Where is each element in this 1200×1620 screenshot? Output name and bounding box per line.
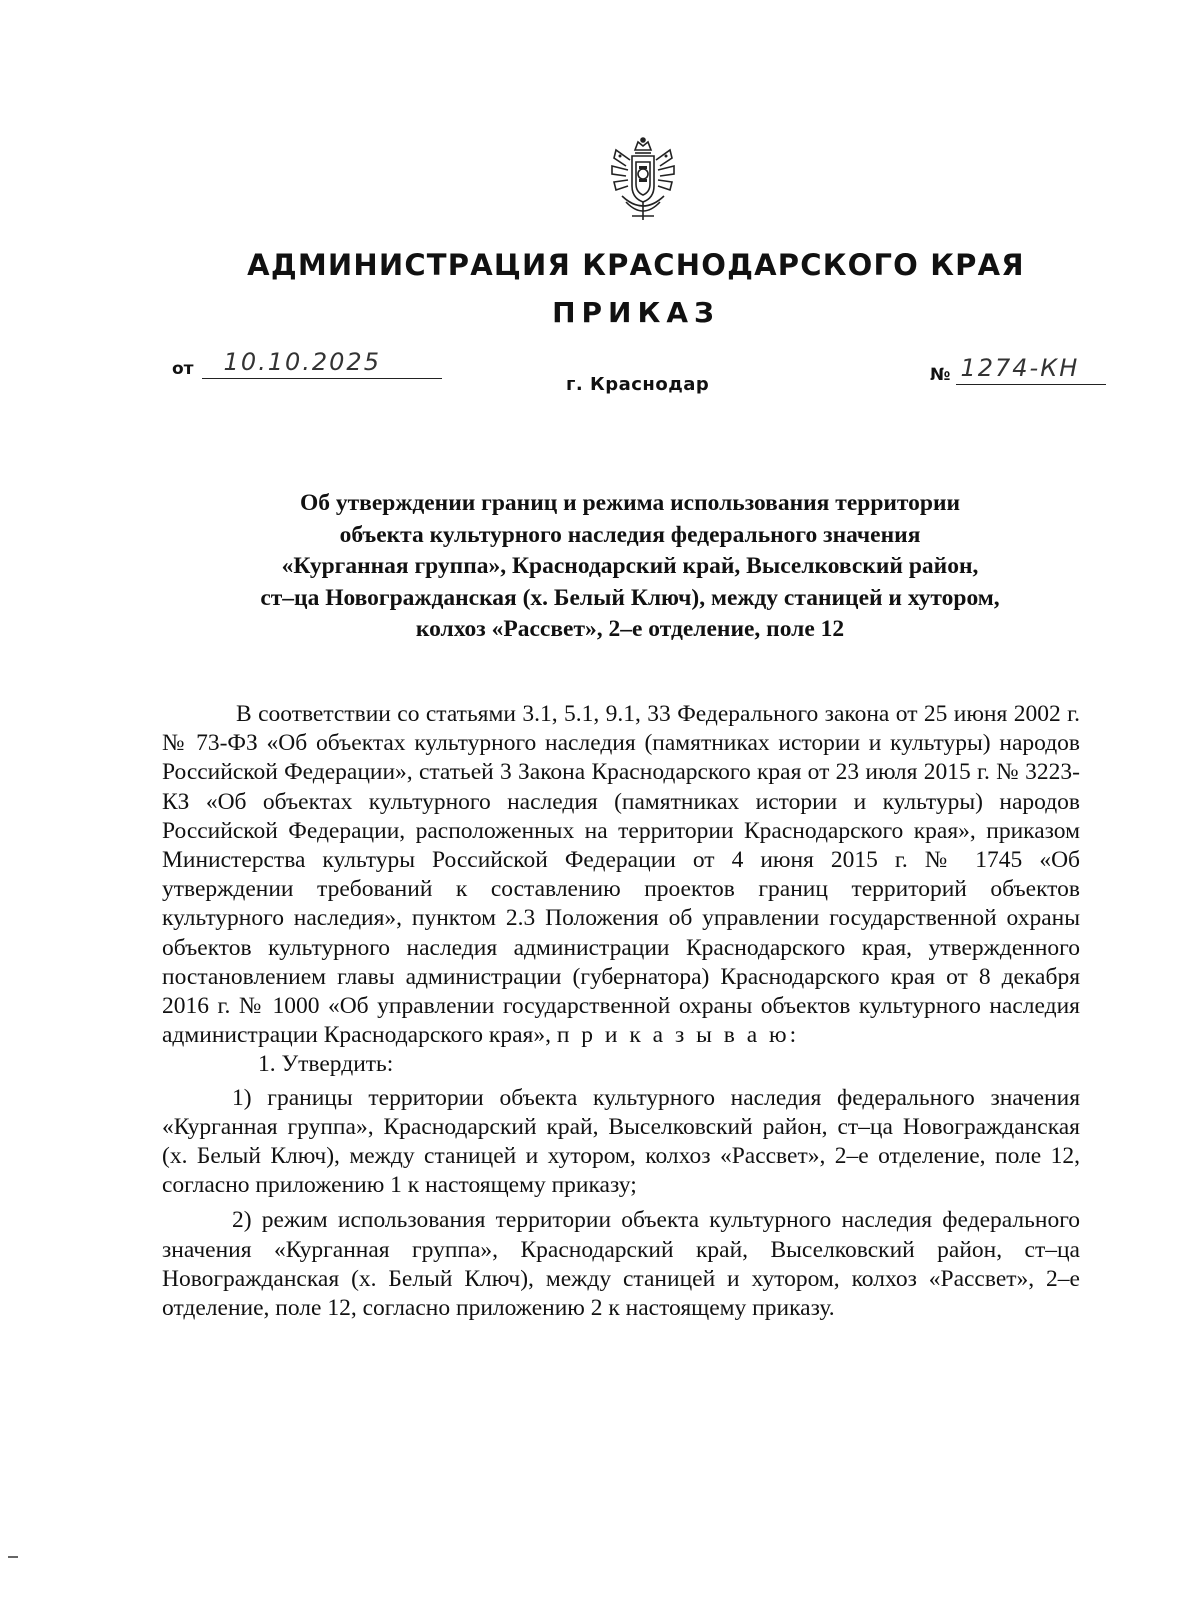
preamble-paragraph [162, 700, 1080, 1050]
organization-title: АДМИНИСТРАЦИЯ КРАСНОДАРСКОГО КРАЯ [247, 248, 1025, 282]
date-label: от [172, 359, 194, 379]
subject-line: колхоз «Рассвет», 2–е отделение, поле 12 [415, 616, 845, 642]
item-1-2: 2) режим использования территории объекта культурного наследия федерального значения «Курганная группа», Краснодарский край, Выселковский район, ст–ца Новогражданская (х. Белый Ключ), между станицей и хутором, колхоз «Рассвет», 2–е отделение, поле 12, согласно приложению 2 к настоящему приказу. [162, 1207, 1080, 1322]
date-field [172, 350, 442, 379]
number-label: № [930, 365, 951, 385]
city-name: г. Краснодар [566, 374, 710, 395]
document-type: ПРИКАЗ [552, 296, 720, 329]
subject-line: Об утверждении границ и режима использования территории [299, 490, 961, 516]
coat-of-arms-icon [608, 136, 678, 224]
preamble-text: В соответствии со статьями 3.1, 5.1, 9.1, 33 Федерального закона от 25 июня 2002 г. № 73-ФЗ «Об объектах культурного наследия (памятниках истории и культуры) народов Российской Федерации», статьей 3 Закона Краснодарского края от 23 июля 2015 г. № 3223-КЗ «Об объектах культурного наследия (памятниках истории и культуры) народов Российской Федерации, расположенных на территории Краснодарского края», приказом Министерства культуры Российской Федерации от 4 июня 2015 г. № 1745 «Об утверждении требований к составлению проектов границ территорий объектов культурного наследия», пунктом 2.3 Положения об управлении государственной охраны объектов культурного наследия администрации Краснодарского края, утвержденного постановлением главы администрации (губернатора) Краснодарского края от 8 декабря 2016 г. № 1000 «Об управлении государственной охраны объектов культурного наследия администрации Краснодарского края», [162, 701, 1080, 1049]
item-1-1: 1) границы территории объекта культурного наследия федерального значения «Курганная группа», Краснодарский край, Выселковский район, ст–ца Новогражданская (х. Белый Ключ), между станицей и хутором, колхоз «Рассвет», 2–е отделение, поле 12, согласно приложению 1 к настоящему приказу; [162, 1084, 1080, 1199]
document-body [162, 700, 1080, 1323]
subject-line: ст–ца Новогражданская (х. Белый Ключ), между станицей и хутором, [260, 584, 1000, 611]
scan-mark [8, 1556, 18, 1558]
date-line [202, 350, 442, 379]
handwritten-number: 1274-КН [960, 354, 1080, 382]
document-subject [170, 488, 1090, 646]
item-1: 1. Утвердить: [258, 1051, 394, 1078]
order-word: п р и к а з ы в а ю: [556, 1022, 800, 1049]
handwritten-date: 10.10.2025 [223, 348, 381, 376]
subject-line: объекта культурного наследия федерального значения [339, 521, 921, 548]
number-field [930, 356, 1106, 385]
number-line [956, 356, 1106, 385]
subject-line: «Курганная группа», Краснодарский край, Выселковский район, [281, 553, 979, 579]
